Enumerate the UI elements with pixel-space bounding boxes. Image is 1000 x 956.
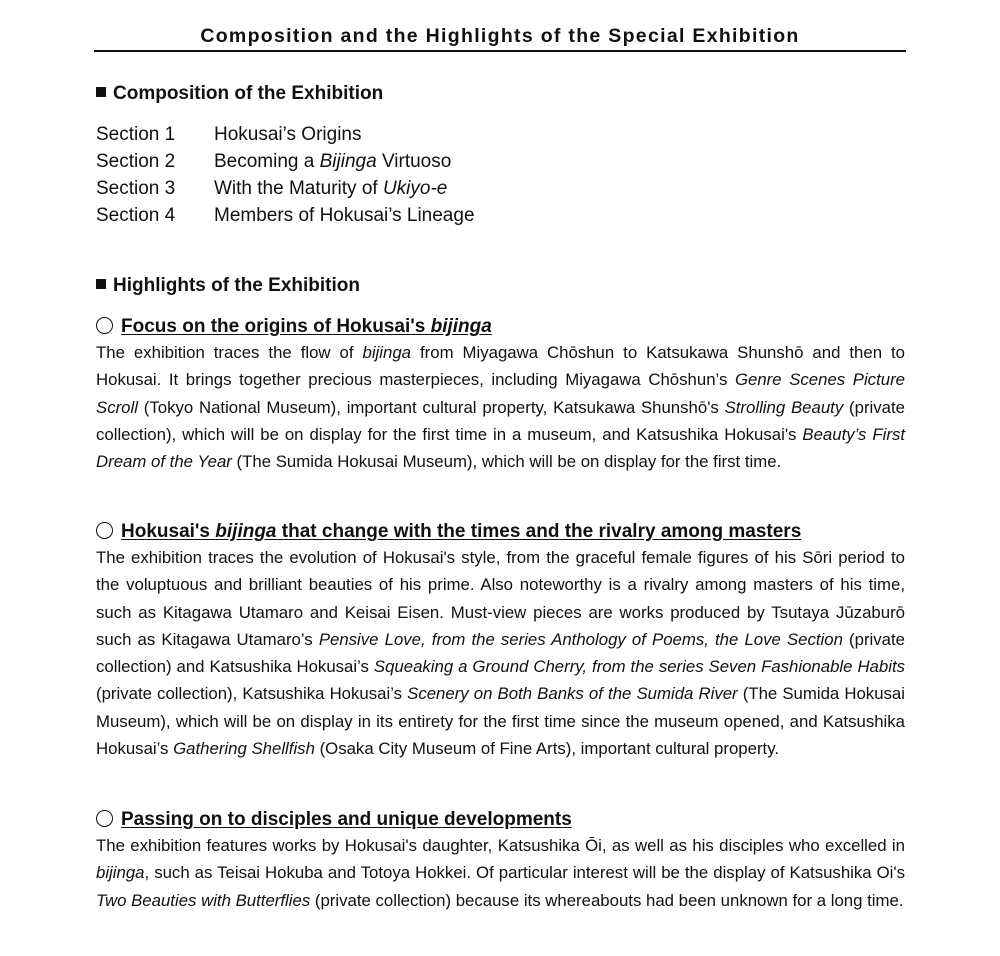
text-run: (private collection), which will be on display for the first time in a museum, and Katsushika Hokusai's bbox=[96, 397, 905, 444]
highlight-item bbox=[96, 808, 905, 914]
section-item bbox=[96, 202, 475, 229]
italic-title-run: Strolling Beauty bbox=[724, 397, 844, 417]
italic-title-run: bijinga bbox=[362, 343, 412, 362]
section-title: Becoming a Bijinga Virtuoso bbox=[214, 151, 452, 172]
text-run: (Tokyo National Museum), important cultural property, Katsukawa Shunshō's bbox=[137, 397, 725, 417]
italic-title-run: Gathering Shellfish bbox=[173, 739, 315, 759]
page-title: Composition and the Highlights of the Special Exhibition bbox=[94, 22, 906, 52]
section-number: Section 1 bbox=[96, 124, 176, 145]
circle-bullet-icon bbox=[96, 317, 113, 334]
highlight-title: Hokusai's bijinga that change with the times and the rivalry among masters bbox=[96, 520, 905, 544]
circle-bullet-icon bbox=[96, 522, 113, 539]
square-bullet-icon bbox=[96, 279, 106, 289]
highlight-item bbox=[96, 315, 905, 475]
highlight-body bbox=[96, 339, 905, 475]
text-run: , such as Teisai Hokuba and Totoya Hokkei. Of particular interest will be the display of Katsushika Oi's bbox=[144, 863, 905, 883]
text-run: (Osaka City Museum of Fine Arts), important cultural property. bbox=[314, 739, 780, 759]
italic-title-run: Scenery on Both Banks of the Sumida River bbox=[407, 684, 738, 704]
section-number: Section 4 bbox=[96, 205, 176, 226]
section-list bbox=[96, 121, 475, 229]
highlight-title: Focus on the origins of Hokusai's bijinga bbox=[96, 315, 905, 339]
italic-title-run: Squeaking a Ground Cherry, from the series Seven Fashionable Habits bbox=[373, 657, 906, 677]
section-title: Hokusai’s Origins bbox=[214, 124, 362, 145]
text-run: (The Sumida Hokusai Museum), which will be on display for the first time. bbox=[231, 452, 782, 472]
text-run: The exhibition features works by Hokusai's daughter, Katsushika Ōi, as well as his disciples who excelled in bbox=[96, 836, 905, 855]
section-number: Section 2 bbox=[96, 151, 176, 172]
composition-heading-label: Composition of the Exhibition bbox=[113, 83, 384, 104]
composition-heading bbox=[96, 82, 383, 106]
section-number: Section 3 bbox=[96, 178, 176, 199]
square-bullet-icon bbox=[96, 87, 106, 97]
italic-title-run: Genre Scenes Picture Scroll bbox=[96, 370, 905, 417]
italic-title-run: Beauty’s First Dream of the Year bbox=[96, 424, 905, 472]
text-run: (The Sumida Hokusai Museum), which will be on display in its entirety for the first time since the museum opened, and Katsushika Hokusai’s bbox=[96, 684, 905, 759]
section-item bbox=[96, 148, 475, 175]
text-run: from Miyagawa Chōshun to Katsukawa Shunshō and then to Hokusai. It brings together precious masterpieces, including Miyagawa Chōshun’s bbox=[96, 343, 905, 390]
text-run: (private collection) and Katsushika Hokusai’s bbox=[96, 629, 905, 677]
italic-title-run: bijinga bbox=[96, 863, 145, 883]
highlights-heading-label: Highlights of the Exhibition bbox=[113, 275, 360, 296]
text-run: The exhibition traces the evolution of Hokusai's style, from the graceful female figures of his Sōri period to the voluptuous and brilliant beauties of his prime. Also noteworthy is a rivalry among masters of his time, such as Kitagawa Utamaro and Keisai Eisen. Must-view pieces are works produced by Tsutaya Jūzaburō such as Kitagawa Utamaro’s bbox=[96, 548, 905, 649]
text-run: (private collection), Katsushika Hokusai’s bbox=[96, 684, 408, 704]
italic-title-run: Pensive Love, from the series Anthology of Poems, the Love Section bbox=[318, 629, 843, 649]
highlights-heading bbox=[96, 274, 360, 298]
section-item bbox=[96, 175, 475, 202]
highlight-body bbox=[96, 832, 905, 914]
highlight-title: Passing on to disciples and unique developments bbox=[96, 808, 905, 832]
text-run: (private collection) because its whereabouts had been unknown for a long time. bbox=[310, 890, 904, 910]
italic-title-run: Two Beauties with Butterflies bbox=[96, 890, 311, 910]
section-item bbox=[96, 121, 475, 148]
highlight-body bbox=[96, 544, 905, 762]
section-title: With the Maturity of Ukiyo-e bbox=[214, 178, 448, 199]
highlight-item bbox=[96, 520, 905, 762]
circle-bullet-icon bbox=[96, 810, 113, 827]
text-run: The exhibition traces the flow of bbox=[96, 343, 363, 362]
section-title: Members of Hokusai’s Lineage bbox=[214, 205, 475, 226]
